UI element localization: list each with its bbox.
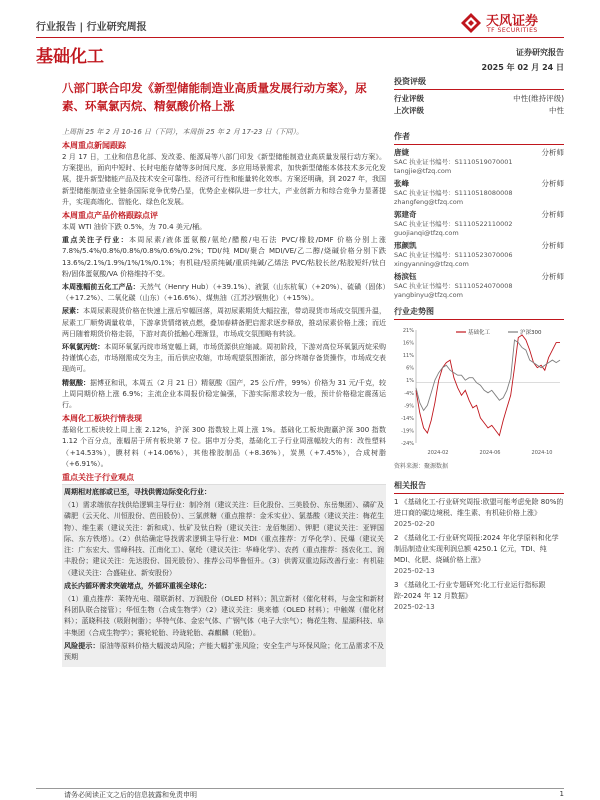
author-license: SAC 执业证书编号：S1110523070006 <box>394 251 513 259</box>
author-name-row <box>394 241 564 251</box>
arginine-text: 据博亚和讯，本周五（2 月 21 日）精氨酸（国产，25 公斤/件，99%）价格为 31 元/千克，较上周同期价格上涨 6.9%；主流企业本周报价稳定偏强，下游实际需求较为一般，预计价格稳定震荡运行。 <box>62 378 387 410</box>
related-report-text[interactable]: 2 《基础化工-行业研究周报:2024 年化学原料和化学制品制造业实现利润总额 4250.1 亿元，TDI、纯 MDI、化肥、烧碱价格上涨》 <box>394 534 559 564</box>
legend-label-0: 基础化工 <box>468 330 491 336</box>
report-title: 八部门联合印发《新型储能制造业高质量发展行动方案》，尿素、环氧氯丙烷、精氨酸价格上涨 <box>62 81 367 113</box>
footer-rule <box>36 788 564 789</box>
views-paragraph-2: （1）重点推荐：莱特光电、瑞联新材、万润股份（OLED 材料）；凯立新材（催化材料，与金宝和新材科团队联合接管）；华恒生物（合成生物学）（2）建议关注：奥来德（OLED 材料）；中触媒（催化材料）；蓝晓科技（吸附树脂）；华特气体、金宏气体、广钢气体（电子大宗气）；梅花生物、星湖科技、阜丰集团（合成生物学）；赛轮轮胎、玲珑轮胎、森麒麟（轮胎）。 <box>64 594 384 637</box>
author-license: SAC 执业证书编号：S1110522110002 <box>394 220 513 228</box>
y-tick-label: 21% <box>402 328 414 334</box>
views-paragraph-1: （1）需求端依存找供给逻辑主导行业：制冷剂（建议关注：巨化股份、三美股份、东岳集团）、磷矿及磷肥（云天化、川恒股份、芭田股份）、三氯蔗糖（重点推荐：金禾实业）、氯基酸（建议关注：梅花生物）、维生素（建议关注：新和成）、钛矿及钛白粉（建议关注：龙佰集团）、钾肥（建议关注：亚钾国际、东方铁塔）。（2）供给确定导找需求逻辑主导行业：MDI（重点推荐：万华化学）、民爆（建议关注：广东宏大、雪峰科技、江南化工）、氨纶（建议关注：华峰化学）、农药（重点推荐：扬农化工、润丰股份；建议关注：先达股份、国光股份）、推荐公司华鲁恒升。（3）供需双重边际改善行业：有机硅（建议关注：合盛硅业、新安股份） <box>64 501 384 577</box>
author-email[interactable]: yangbinyu@tfzq.com <box>394 291 463 299</box>
risk-lead: 风险提示： <box>64 641 100 650</box>
author-name: 张峰 <box>394 179 409 188</box>
urea-lead: 尿素： <box>62 307 84 316</box>
top-five-text: 天然气（Henry Hub）（+39.1%）、液氯（山东杭氧）（+20%）、硫磺（固体）（+17.2%）、二氧化碳（山东）（+16.6%）、煤焦油（江苏沙钢焦化）（+15%）。 <box>62 283 387 303</box>
logo-text-en: TF SECURITIES <box>487 27 538 34</box>
x-tick-label: 2024-06 <box>479 450 501 456</box>
related-report-text[interactable]: 1 《基础化工-行业研究周报:欧盟可能考虑免除 80%的进口商的碳边境税、维生素、有机硅价格上涨》 <box>394 498 564 517</box>
ech-paragraph <box>62 342 386 376</box>
author-license: SAC 执业证书编号：S1110518080008 <box>394 189 513 197</box>
author-email[interactable]: tangjie@tfzq.com <box>394 167 452 175</box>
report-date: 2025 年 02 月 24 日 <box>481 63 564 72</box>
risk-text: 原油等原料价格大幅波动风险；产能大幅扩张风险；安全生产与环保风险；化工品需求不及预期 <box>64 641 385 661</box>
rating-value: 中性(维持评级) <box>513 94 564 103</box>
y-tick-label: -14% <box>401 415 414 422</box>
trend-chart <box>394 324 564 459</box>
brand-logo <box>460 10 564 36</box>
author-license: SAC 执业证书编号：S1110524070008 <box>394 282 513 290</box>
author-item <box>394 210 564 238</box>
news-paragraph: 2 月 17 日，工业和信息化部、发改委、能源局等八部门印发《新型储能制造业高质量发展行动方案》。方案提出，面向中短时、长时电能存储等多时间尺度、多应用场景需求，加快新型储能本体技术多元化发展，提升新型储能产品及技术安全可靠性、经济可行性和能量转化效率。方案还明确，到 2027 年，我国新型储能制造业全链条国际竞争优势凸显，优势企业梯队进一步壮大，产业创新力和综合竞争力显著提升，实现高端化、智能化、绿色化发展。 <box>62 153 386 206</box>
sector-title: 基础化工 <box>36 47 104 67</box>
arginine-lead: 精氨酸： <box>62 378 91 387</box>
sub-industry-paragraph <box>62 235 386 280</box>
related-report-item[interactable] <box>394 497 564 530</box>
related-report-date: 2025-02-20 <box>394 520 435 528</box>
author-item <box>394 148 564 176</box>
report-category-label: 行业报告 | 行业研究周报 <box>36 22 147 33</box>
author-role: 分析师 <box>541 272 564 281</box>
urea-text: 本周尿素现货价格在快速上涨后窄幅回落，周初尿素期货大幅拉涨，带动现货市场成交氛围升温，尿素工厂顺势调量收单，下游拿货情绪被点燃，叠加春耕备肥启需求逐步释放，推动尿素价格上涨；而近两日随着期货价格走弱，下游对高价抵触心理渐显，市场成交氛围略有转淡。 <box>62 307 387 338</box>
author-name: 郭建奇 <box>394 210 417 219</box>
rating-row-industry: 行业评级 中性(维持评级) <box>394 94 564 103</box>
author-email[interactable]: zhangfeng@tfzq.com <box>394 198 464 206</box>
page-number: 1 <box>559 790 564 798</box>
rating-row-previous: 上次评级 中性 <box>394 106 564 115</box>
main-column <box>62 127 386 667</box>
top-bar <box>36 10 564 36</box>
ech-lead: 环氧氯丙烷： <box>62 343 105 352</box>
y-tick-label: -4% <box>404 390 414 397</box>
related-list <box>394 497 564 613</box>
report-type: 证券研究报告 <box>516 48 564 57</box>
author-item <box>394 179 564 207</box>
related-report-item[interactable] <box>394 533 564 577</box>
sidebar <box>394 76 564 616</box>
related-report-item[interactable] <box>394 580 564 613</box>
y-tick-label: 16% <box>402 340 414 347</box>
tf-logo-icon <box>460 12 482 34</box>
series-line-1 <box>416 340 560 410</box>
legend-label-1: 沪深300 <box>520 330 542 336</box>
logo-text-cn: 天风证券 <box>486 14 539 29</box>
sub-industry-text: 本周尿素/液体蛋氨酸/氨纶/醋酸/电石法 PVC/橡胶/DMF 价格分别上涨 7.8%/5.4%/0.8%/0.8%/0.8%/0.6%/0.2%；TDI/纯 MDI/聚合 MDI/VE/乙二醇/烧碱价格分别下跌 13.6%/2.1%/1.9%/1%/1%/0.1%；有机硅/轻质纯碱/重质纯碱/乙烯法 PVC/粘胶长丝/粘胶短纤/钛白粉/固体蛋氨酸/VA 价格维持不变。 <box>62 236 386 278</box>
rating-title: 投资评级 <box>394 76 564 90</box>
header-rule <box>36 37 564 38</box>
chart-source: 资料来源：聚源数据 <box>394 463 449 470</box>
y-tick-label: 1% <box>406 378 414 385</box>
author-item <box>394 241 564 269</box>
views-lead-1: 周期相对底部或已至，寻找供需边际变化行业： <box>64 488 211 497</box>
author-email[interactable]: xingyanning@tfzq.com <box>394 260 469 268</box>
authors-title: 作者 <box>394 131 564 145</box>
y-tick-label: -24% <box>401 441 414 447</box>
y-tick-label: 11% <box>402 353 414 360</box>
x-tick-label: 2024-10 <box>531 450 553 456</box>
related-report-text[interactable]: 3 《基础化工-行业专题研究:化工行业运行指标跟踪-2024 年 12 月数据》 <box>394 581 546 600</box>
author-license: SAC 执业证书编号：S1110519070001 <box>394 158 513 166</box>
author-name-row <box>394 272 564 282</box>
authors-list <box>394 148 564 300</box>
views-lead-2: 成长内循环需求突破堵点，外循环重视全球化： <box>64 581 211 590</box>
urea-paragraph <box>62 306 386 340</box>
author-name-row <box>394 210 564 220</box>
previous-rating-value: 中性 <box>549 106 564 115</box>
author-name-row <box>394 179 564 189</box>
related-report-date: 2025-02-13 <box>394 603 435 611</box>
author-item <box>394 272 564 300</box>
section-market-title: 本周化工板块行情表现 <box>62 414 142 424</box>
arginine-paragraph <box>62 378 386 412</box>
ech-text: 本周环氧氯丙烷市场宽幅上调，市场货源供应缩减。周初阶段，下游对高位环氧氯丙烷采购持谨慎心态，市场刚需成交为主，而后供应收缩，市场观望氛围渐浓，部分终端存备货操作，市场成交表现尚可。 <box>62 343 387 374</box>
disclaimer: 请务必阅读正文之后的信息披露和免责申明 <box>64 791 197 799</box>
views-box <box>62 484 386 667</box>
author-role: 分析师 <box>541 148 564 157</box>
author-role: 分析师 <box>541 179 564 188</box>
trend-title: 行业走势图 <box>394 306 564 320</box>
y-tick-label: -9% <box>404 403 414 410</box>
author-email[interactable]: guojianqi@tfzq.com <box>394 229 459 237</box>
author-role: 分析师 <box>541 241 564 250</box>
author-role: 分析师 <box>541 210 564 219</box>
period-note: 上周指 25 年 2 月 10-16 日（下同），本周指 25 年 2 月 17-23 日（下同）。 <box>62 128 304 136</box>
section-views-title: 重点关注子行业观点 <box>62 473 134 483</box>
oil-price-paragraph: 本周 WTI 油价下跌 0.5%，为 70.4 美元/桶。 <box>62 223 207 232</box>
section-news-title: 本周重点新闻跟踪 <box>62 141 126 150</box>
related-report-date: 2025-02-13 <box>394 567 435 575</box>
author-name: 邢颜凯 <box>394 241 417 250</box>
top-five-paragraph <box>62 282 386 304</box>
y-tick-label: -19% <box>401 428 414 435</box>
risk-paragraph <box>64 641 384 663</box>
related-title: 相关报告 <box>394 480 564 494</box>
top-five-lead: 本周涨幅前五化工产品： <box>62 283 140 292</box>
x-tick-label: 2024-02 <box>427 450 449 456</box>
author-name: 杨滨钰 <box>394 272 417 281</box>
trend-chart-svg <box>394 324 564 459</box>
section-price-title: 本周重点产品价格跟踪点评 <box>62 211 158 221</box>
author-name-row <box>394 148 564 158</box>
series-line-0 <box>416 335 560 436</box>
sub-industry-lead: 重点关注子行业： <box>62 236 129 245</box>
market-paragraph: 基础化工板块较上周上涨 2.12%，沪深 300 指数较上周上涨 1%。基础化工板块跑赢沪深 300 指数 1.12 个百分点，涨幅居于所有板块第 7 位。据申万分类，基础化工子行业周涨幅较大的有：改性塑料（+14.53%），膜材料（+14.06%），其他橡胶制品（+8.36%），炭黑（+7.45%），合成树脂（+6.91%）。 <box>62 426 386 468</box>
y-tick-label: 6% <box>406 365 414 372</box>
author-name: 唐婕 <box>394 148 409 157</box>
